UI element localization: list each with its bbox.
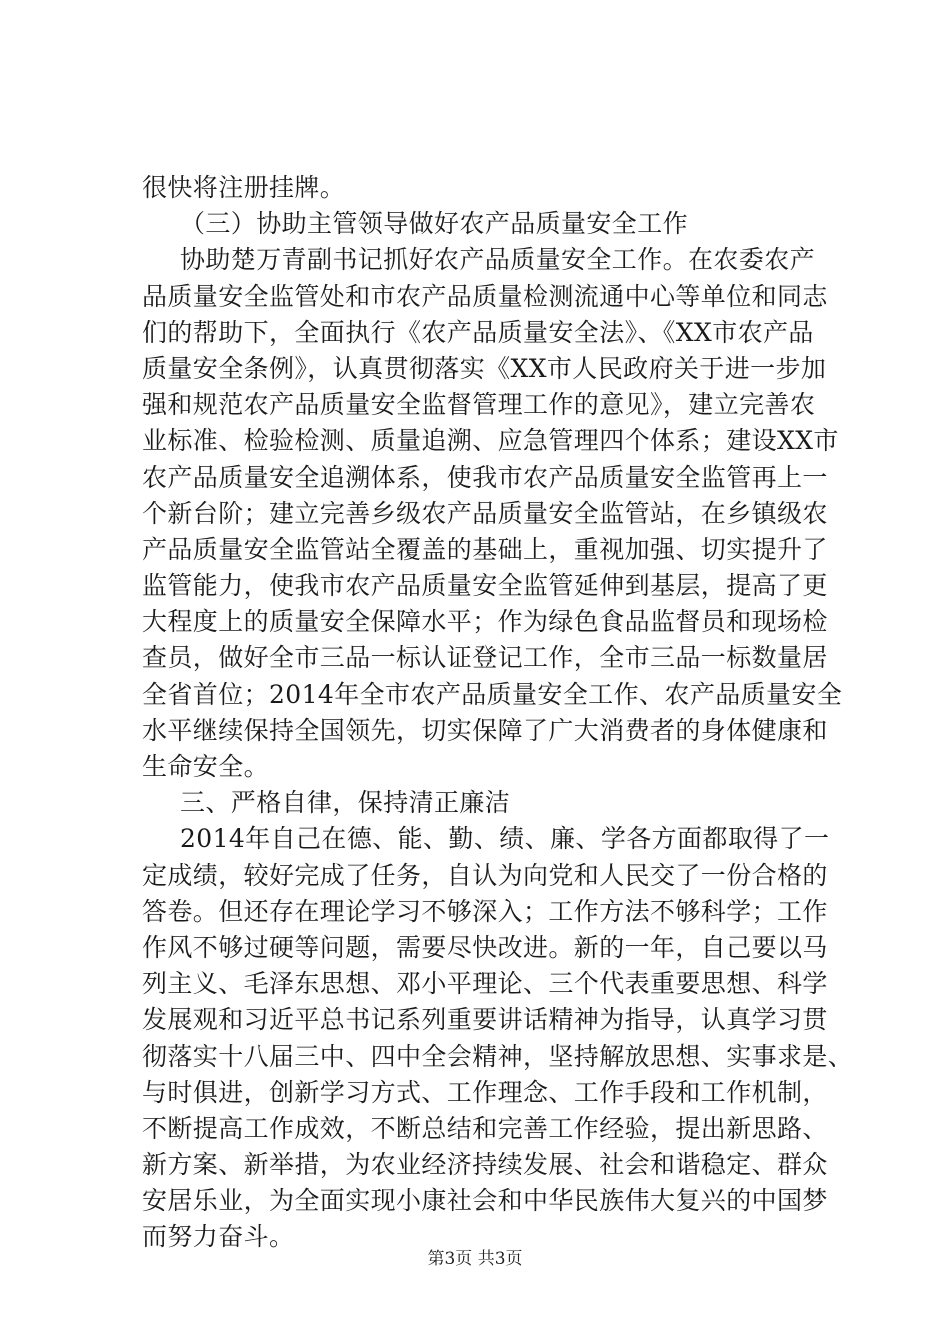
text-line: 作风不够过硬等问题，需要尽快改进。新的一年，自己要以马 <box>142 932 828 962</box>
text-line: 与时俱进，创新学习方式、工作理念、工作手段和工作机制， <box>142 1077 828 1107</box>
text-line: 个新台阶；建立完善乡级农产品质量安全监管站，在乡镇级农 <box>142 498 828 528</box>
text-line: 答卷。但还存在理论学习不够深入；工作方法不够科学；工作 <box>142 896 828 926</box>
text-line: 三、严格自律，保持清正廉洁 <box>180 788 511 818</box>
text-line: 安居乐业，为全面实现小康社会和中华民族伟大复兴的中国梦 <box>142 1186 828 1216</box>
text-line: 2014年自己在德、能、勤、绩、廉、学各方面都取得了一 <box>180 824 830 854</box>
text-line: 列主义、毛泽东思想、邓小平理论、三个代表重要思想、科学 <box>142 969 828 999</box>
text-line: 强和规范农产品质量安全监督管理工作的意见》，建立完善农 <box>142 390 816 420</box>
text-line: 们的帮助下，全面执行《农产品质量安全法》、《XX市农产品 <box>142 317 814 347</box>
text-line: 生命安全。 <box>142 752 270 781</box>
text-line: 很快将注册挂牌。 <box>142 173 346 202</box>
text-line: 而努力奋斗。 <box>142 1222 295 1252</box>
text-line: 大程度上的质量安全保障水平；作为绿色食品监督员和现场检 <box>142 607 828 637</box>
text-line: 发展观和习近平总书记系列重要讲话精神为指导，认真学习贯 <box>142 1005 828 1035</box>
text-line: 质量安全条例》，认真贯彻落实《XX市人民政府关于进一步加 <box>142 353 827 383</box>
text-line: 定成绩，较好完成了任务，自认为向党和人民交了一份合格的 <box>142 860 828 890</box>
text-line: 协助楚万青副书记抓好农产品质量安全工作。在农委农产 <box>180 245 816 275</box>
text-line: 新方案、新举措，为农业经济持续发展、社会和谐稳定、群众 <box>142 1150 828 1180</box>
text-line: （三）协助主管领导做好农产品质量安全工作 <box>180 209 689 239</box>
text-line: 彻落实十八届三中、四中全会精神，坚持解放思想、实事求是、 <box>142 1041 854 1071</box>
text-line: 不断提高工作成效，不断总结和完善工作经验，提出新思路、 <box>142 1113 828 1143</box>
text-line: 业标准、检验检测、质量追溯、应急管理四个体系；建设XX市 <box>142 426 839 456</box>
text-line: 水平继续保持全国领先，切实保障了广大消费者的身体健康和 <box>142 715 828 745</box>
text-line: 全省首位；2014年全市农产品质量安全工作、农产品质量安全 <box>142 679 843 709</box>
text-line: 查员，做好全市三品一标认证登记工作，全市三品一标数量居 <box>142 643 828 673</box>
text-line: 监管能力，使我市农产品质量安全监管延伸到基层，提高了更 <box>142 571 828 601</box>
page-footer: 第3页 共3页 <box>427 1249 523 1269</box>
text-line: 产品质量安全监管站全覆盖的基础上，重视加强、切实提升了 <box>142 534 828 564</box>
text-line: 品质量安全监管处和市农产品质量检测流通中心等单位和同志 <box>142 281 828 311</box>
document-body <box>142 170 854 1256</box>
text-line: 农产品质量安全追溯体系，使我市农产品质量安全监管再上一 <box>142 462 828 492</box>
